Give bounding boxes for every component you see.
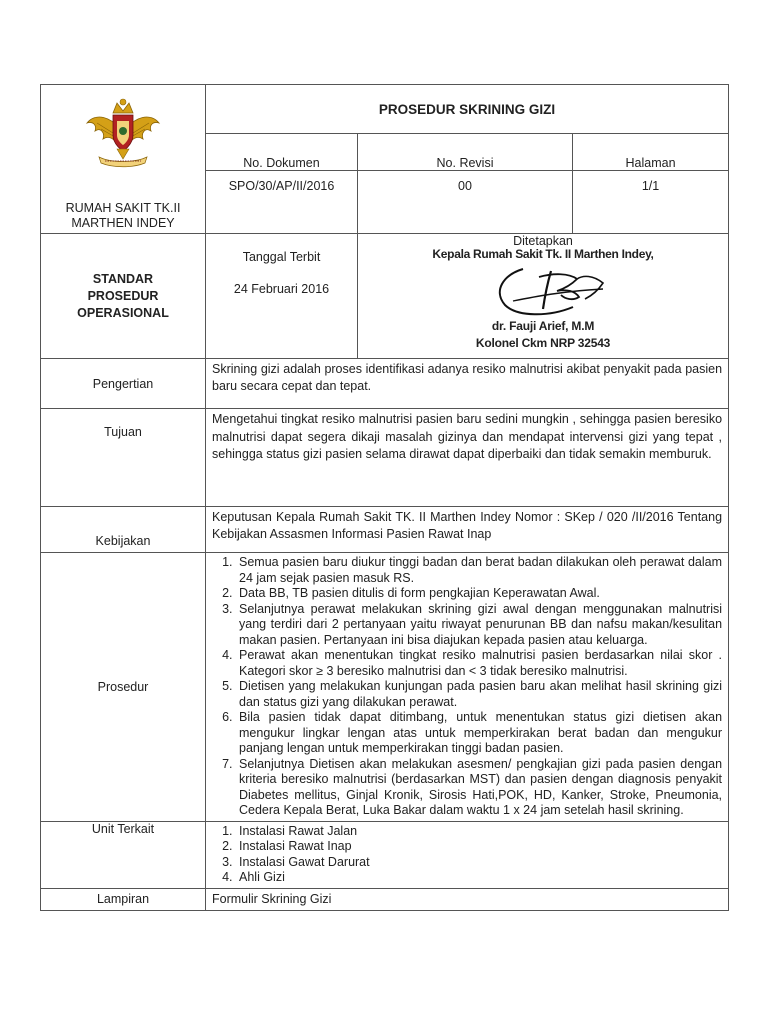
kebijakan-label: Kebijakan	[41, 507, 206, 553]
lampiran-text: Formulir Skrining Gizi	[206, 888, 729, 910]
unit-label: Unit Terkait	[41, 821, 206, 888]
approver-name: dr. Fauji Arief, M.M	[491, 319, 595, 333]
pengertian-label: Pengertian	[41, 359, 206, 409]
prosedur-item-1: 1. Semua pasien baru diukur tinggi badan dan berat badan dilakukan oleh perawat dalam 24 jam sejak pasien masuk RS.	[236, 555, 722, 586]
prosedur-list	[212, 555, 722, 819]
tujuan-label: Tujuan	[41, 409, 206, 507]
hospital-name-line2: MARTHEN INDEY	[71, 216, 175, 230]
issue-date-cell	[206, 234, 358, 359]
spo-line1: STANDAR	[92, 271, 154, 286]
pengertian-text: Skrining gizi adalah proses identifikasi adanya resiko malnutrisi akibat penyakit pada pasien baru secara cepat dan tepat.	[206, 359, 729, 409]
tujuan-text: Mengetahui tingkat resiko malnutrisi pasien baru sedini mungkin , sehingga pasien beresiko malnutrisi dapat segera dikaji masalah gizinya dan mendapat intervensi gizi yang tepat , sehingga status gizi pasien selama dirawat dapat diperbaiki dan tidak semakin memburuk.	[206, 409, 729, 507]
unit-item-3: 3. Instalasi Gawat Darurat	[236, 855, 722, 871]
spo-line2: PROSEDUR	[87, 288, 159, 303]
unit-content	[206, 821, 729, 888]
prosedur-item-2: 2. Data BB, TB pasien ditulis di form pengkajian Keperawatan Awal.	[236, 586, 722, 602]
issue-date-label: Tanggal Terbit	[242, 250, 321, 264]
unit-item-1: 1. Instalasi Rawat Jalan	[236, 824, 722, 840]
issue-date-value: 24 Februari 2016	[233, 282, 330, 296]
kebijakan-text: Keputusan Kepala Rumah Sakit TK. II Marthen Indey Nomor : SKep / 020 /II/2016 Tentang Kebijakan Assasmen Informasi Pasien Rawat Inap	[206, 507, 729, 553]
document-title: PROSEDUR SKRINING GIZI	[206, 85, 729, 134]
unit-item-2: 2. Instalasi Rawat Inap	[236, 839, 722, 855]
doc-number-label: No. Dokumen	[206, 134, 358, 171]
doc-number-value: SPO/30/AP/II/2016	[206, 171, 358, 234]
revision-label: No. Revisi	[358, 134, 573, 171]
approver-title: Kepala Rumah Sakit Tk. II Marthen Indey,	[432, 247, 654, 261]
spo-table	[40, 84, 729, 911]
prosedur-content	[206, 553, 729, 822]
spo-label	[41, 234, 206, 359]
prosedur-item-6: 6. Bila pasien tidak dapat ditimbang, untuk menentukan status gizi dietisen akan mengukur lingkar lengan atas untuk memperkirakan berat badan dan mengukur panjang lengan untuk memperkirakan tinggi badan pasien.	[236, 710, 722, 757]
eagle-emblem-icon	[83, 93, 163, 173]
prosedur-item-4: 4. Perawat akan menentukan tingkat resiko malnutrisi pasien berdasarkan nilai skor . Kategori skor ≥ 3 beresiko malnutrisi dan < 3 tidak beresiko malnutrisi.	[236, 648, 722, 679]
approved-label: Ditetapkan	[513, 234, 573, 248]
unit-item-4: 4. Ahli Gizi	[236, 870, 722, 886]
unit-list	[212, 824, 722, 886]
revision-value: 00	[358, 171, 573, 234]
prosedur-item-5: 5. Dietisen yang melakukan kunjungan pada pasien baru akan melihat hasil skrining gizi dan status gizi yang dilakukan perawat.	[236, 679, 722, 710]
approval-cell	[358, 234, 729, 359]
prosedur-label: Prosedur	[41, 553, 206, 822]
approver-rank: Kolonel Ckm NRP 32543	[475, 336, 611, 350]
lampiran-label: Lampiran	[41, 888, 206, 910]
prosedur-item-7: 7. Selanjutnya Dietisen akan melakukan asesmen/ pengkajian gizi pada pasien dengan kriteria beresiko malnutrisi (berdasarkan MST) dan pasien dengan diagnosis penyakit Diabetes mellitus, Ginjal Kronik, Sirosis Hati,POK, HD, Kanker, Stroke, Pneumonia, Cedera Kepala Berat, Luka Bakar dalam waktu 1 x 24 jam setelah hasil skrining.	[236, 757, 722, 819]
page-value: 1/1	[573, 171, 729, 234]
page-label: Halaman	[573, 134, 729, 171]
signature-icon	[453, 261, 633, 323]
hospital-cell	[41, 85, 206, 234]
hospital-name-line1: RUMAH SAKIT TK.II	[65, 201, 181, 215]
spo-line3: OPERASIONAL	[77, 305, 169, 320]
prosedur-item-3: 3. Selanjutnya perawat melakukan skrining gizi awal dengan menggunakan malnutrisi yang terdiri dari 2 pertanyaan yaitu riwayat penurunan BB dan nafsu makan/kesulitan makan pasien. Pertanyaan ini bisa diajukan kepada pasien atau keluarga.	[236, 602, 722, 649]
